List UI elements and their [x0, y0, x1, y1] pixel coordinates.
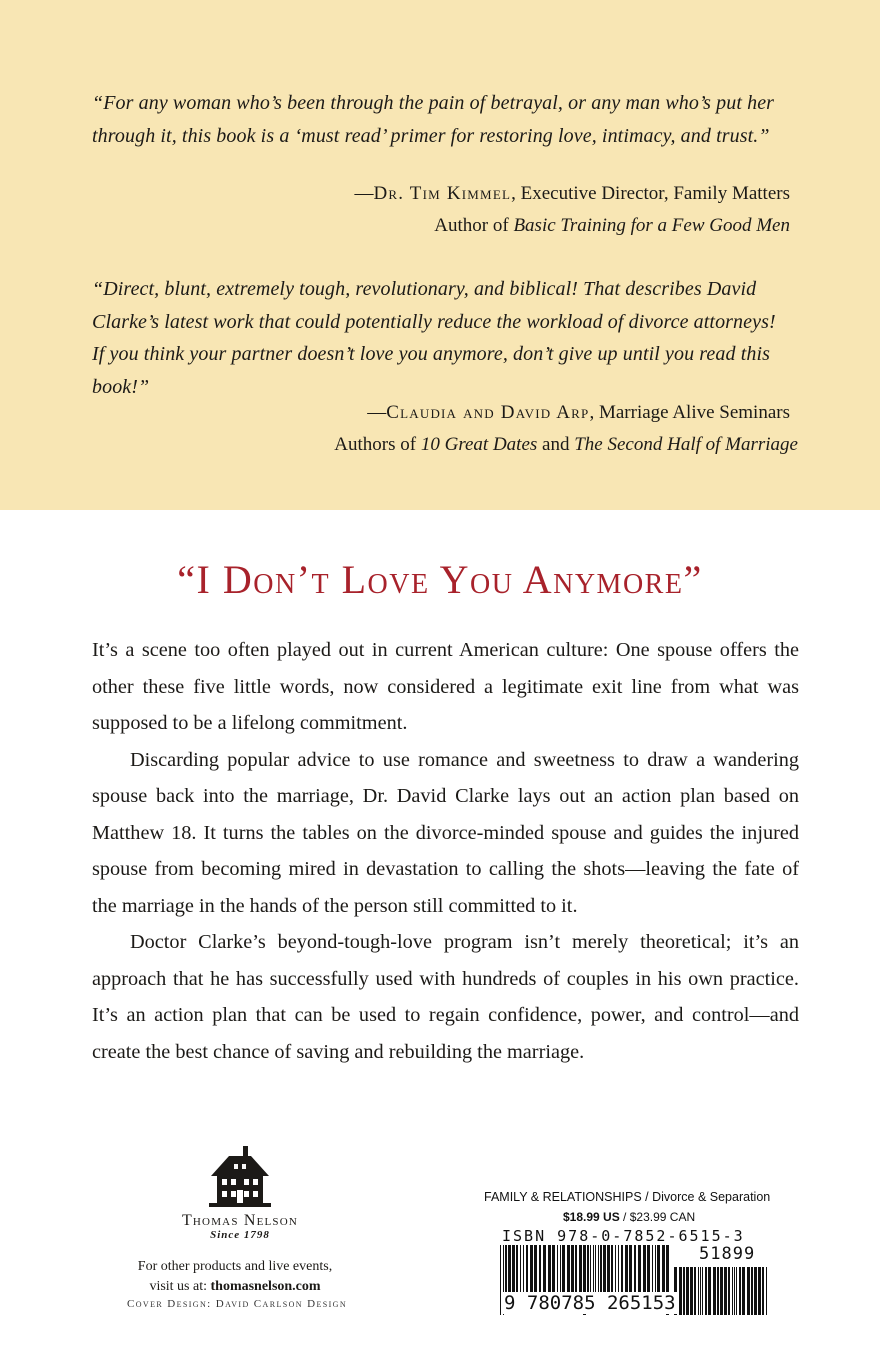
cover-design-credit: Cover Design: David Carlson Design	[126, 1298, 348, 1310]
barcode-bar	[742, 1267, 745, 1315]
barcode-bar	[736, 1267, 737, 1315]
supplement-code: 51899	[699, 1244, 756, 1264]
barcode-bar	[762, 1267, 764, 1315]
publisher-name: Thomas Nelson	[181, 1212, 299, 1229]
barcode-bar	[751, 1267, 753, 1315]
barcode-bar	[739, 1267, 741, 1315]
price-can: $23.99 CAN	[629, 1210, 696, 1224]
publisher-logo	[160, 1146, 320, 1241]
barcode-bar	[705, 1267, 707, 1315]
ean-digits: 9 780785 265153	[504, 1292, 676, 1314]
review-quote-arp: “Direct, blunt, extremely tough, revolutionary, and biblical! That describes David Clarke’s latest work that could potentially reduce the workload of divorce attorneys! If you think your partner doesn’t love you anymore, don’t give up until you read this book!”	[92, 278, 776, 398]
description-paragraph: Doctor Clarke’s beyond-tough-love program isn’t merely theoretical; it’s an approach that he has successfully used with hundreds of couples in his own practice. It’s an action plan that can be used to regain confidence, power, and control—and create the best chance of saving and rebuilding the marriage.	[92, 931, 799, 1063]
review-attribution-kimmel	[354, 178, 790, 210]
barcode-bar	[708, 1267, 711, 1315]
publisher-visit-info	[110, 1257, 360, 1297]
description-paragraph: Discarding popular advice to use romance and sweetness to draw a wandering spouse back into the marriage, Dr. David Clarke lays out an action plan based on Matthew 18. It turns the tables on the divorce-minded spouse and guides the injured spouse from becoming mired in devastation to calling the shots—leaving the fate of the marriage in the hands of the person still committed to it.	[92, 748, 799, 917]
authors-of-label: Authors of	[334, 434, 421, 455]
house-icon	[207, 1146, 273, 1208]
reviewer-role: , Marriage Alive Seminars	[589, 402, 790, 423]
barcode-bar	[683, 1267, 685, 1315]
barcode-bar	[694, 1267, 696, 1315]
publisher-website: thomasnelson.com	[210, 1279, 321, 1294]
review-quote-kimmel: “For any woman who’s been through the pain of betrayal, or any man who’s put her through it, this book is a ‘must read’ primer for restoring love, intimacy, and trust.”	[92, 92, 775, 147]
book-title: 10 Great Dates	[420, 434, 538, 455]
barcode-bar	[734, 1267, 735, 1315]
book-title-heading: “I Don’t Love You Anymore”	[177, 557, 703, 602]
publisher-since: Since 1798	[210, 1229, 270, 1241]
bisac-category: FAMILY & RELATIONSHIPS / Divorce & Separation	[484, 1190, 771, 1204]
barcode-bar	[766, 1267, 767, 1315]
barcode-bar	[732, 1267, 733, 1315]
visit-line: For other products and live events,	[137, 1259, 333, 1274]
price-separator: /	[619, 1210, 630, 1224]
isbn-number: ISBN 978-0-7852-6515-3	[502, 1227, 745, 1245]
barcode-bar	[698, 1267, 699, 1315]
price-line	[563, 1210, 695, 1224]
barcode-bar	[724, 1267, 727, 1315]
barcode-bar	[754, 1267, 757, 1315]
visit-line-website	[110, 1277, 360, 1297]
description-paragraph: It’s a scene too often played out in current American culture: One spouse offers the other these five little words, now considered a legitimate exit line from what was supposed to be a lifelong commitment.	[92, 639, 799, 734]
review-book-kimmel	[434, 210, 790, 242]
reviewer-role: , Executive Director, Family Matters	[511, 183, 790, 204]
barcode-bar	[713, 1267, 716, 1315]
barcode-bar	[700, 1267, 701, 1315]
barcode-bar	[500, 1245, 501, 1315]
barcode-bar	[747, 1267, 750, 1315]
and-label: and	[537, 434, 575, 455]
barcode-bar	[686, 1267, 689, 1315]
barcode-bar	[758, 1267, 761, 1315]
attribution-dash: —	[367, 402, 387, 423]
barcode-bar	[702, 1267, 703, 1315]
barcode-bar	[717, 1267, 719, 1315]
price-us: $18.99 US	[563, 1210, 620, 1224]
barcode-bar	[720, 1267, 723, 1315]
reviewer-name: Dr. Tim Kimmel	[373, 183, 512, 204]
book-title: Basic Training for a Few Good Men	[513, 215, 790, 236]
barcode-bar	[679, 1267, 682, 1315]
review-books-arp	[334, 429, 798, 461]
review-attribution-arp	[367, 397, 790, 429]
reviewer-name: Claudia and David Arp	[386, 402, 590, 423]
barcode-bar	[728, 1267, 730, 1315]
book-title: The Second Half of Marriage	[574, 434, 798, 455]
barcode-bar	[690, 1267, 693, 1315]
author-of-label: Author of	[434, 215, 514, 236]
attribution-dash: —	[354, 183, 374, 204]
book-description	[92, 632, 799, 1070]
visit-prefix: visit us at:	[149, 1279, 211, 1294]
